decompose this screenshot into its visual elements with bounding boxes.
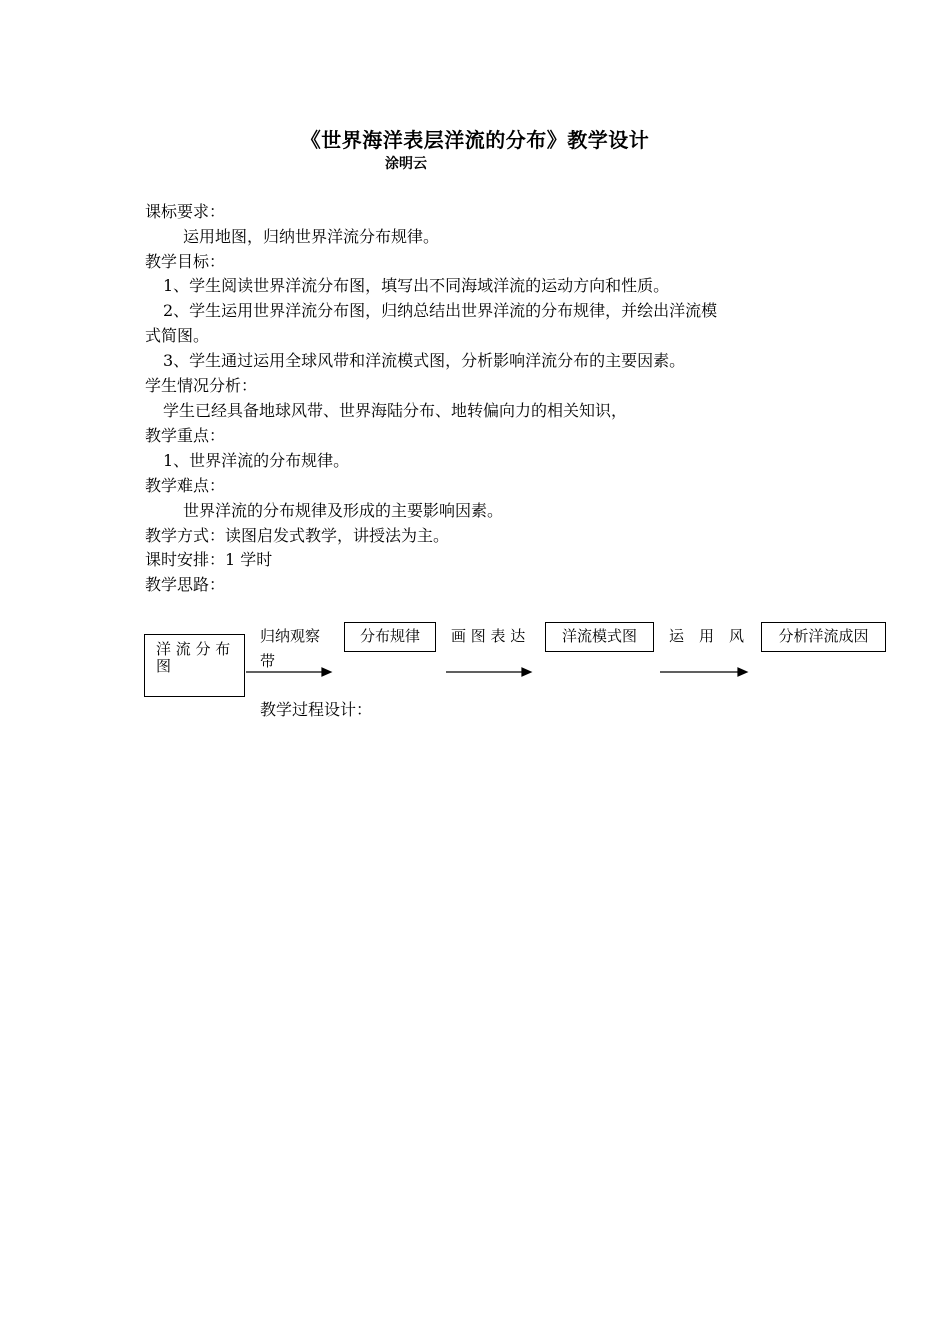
document-title: 《世界海洋表层洋流的分布》教学设计 [300,128,650,152]
flow-box-analyze-current-causes [761,622,886,652]
approach-heading: 教学思路： [145,575,226,594]
flow-step-induce-observe: 归纳观察 [260,627,321,645]
flow-box-current-model-diagram [545,622,654,652]
flow-box-ocean-current-map [144,634,245,697]
objective-item-3: 3、学生通过运用全球风带和洋流模式图，分析影响洋流分布的主要因素。 [163,351,686,370]
student-analysis-text: 学生已经具备地球风带、世界海陆分布、地转偏向力的相关知识， [163,401,628,420]
flow-box-distribution-pattern-label: 分布规律 [359,627,420,645]
flow-arrowhead-2 [522,668,531,676]
flow-box-distribution-pattern [344,622,436,652]
method-text: 读图启发式教学，讲授法为主。 [225,526,450,545]
curriculum-heading: 课标要求： [145,202,226,221]
objectives-heading: 教学目标： [145,252,226,271]
flow-box-analyze-current-causes-label: 分析洋流成因 [778,627,869,645]
curriculum-text: 运用地图，归纳世界洋流分布规律。 [183,227,440,246]
objective-item-2-continued: 式简图。 [145,326,210,345]
flow-step-induce-observe-cont: 带 [260,652,276,670]
process-heading: 教学过程设计： [260,700,373,719]
flow-arrowhead-3 [738,668,747,676]
document-author: 涂明云 [385,156,427,172]
flow-step-draw-express: 画 图 表 达 [451,627,526,645]
flow-arrowhead-1 [322,668,331,676]
flow-step-apply-wind: 运 用 风 [669,627,745,645]
difficulties-text: 世界洋流的分布规律及形成的主要影响因素。 [183,501,504,520]
method-line [145,526,449,546]
flow-box-ocean-current-map-label-2: 图 [156,657,172,675]
schedule-heading: 课时安排： [145,550,226,569]
flow-box-ocean-current-map-label-1: 洋 流 分 布 [156,640,231,658]
key-point-item-1: 1、世界洋流的分布规律。 [163,451,350,470]
objective-item-1: 1、学生阅读世界洋流分布图，填写出不同海域洋流的运动方向和性质。 [163,276,670,295]
student-analysis-heading: 学生情况分析： [145,376,258,395]
key-points-heading: 教学重点： [145,426,226,445]
difficulties-heading: 教学难点： [145,476,226,495]
schedule-line [145,550,272,570]
method-heading: 教学方式： [145,526,226,545]
objective-item-2: 2、学生运用世界洋流分布图，归纳总结出世界洋流的分布规律，并绘出洋流模 [163,301,718,320]
schedule-text: 1 学时 [225,550,273,569]
flow-box-current-model-diagram-label: 洋流模式图 [561,627,637,645]
